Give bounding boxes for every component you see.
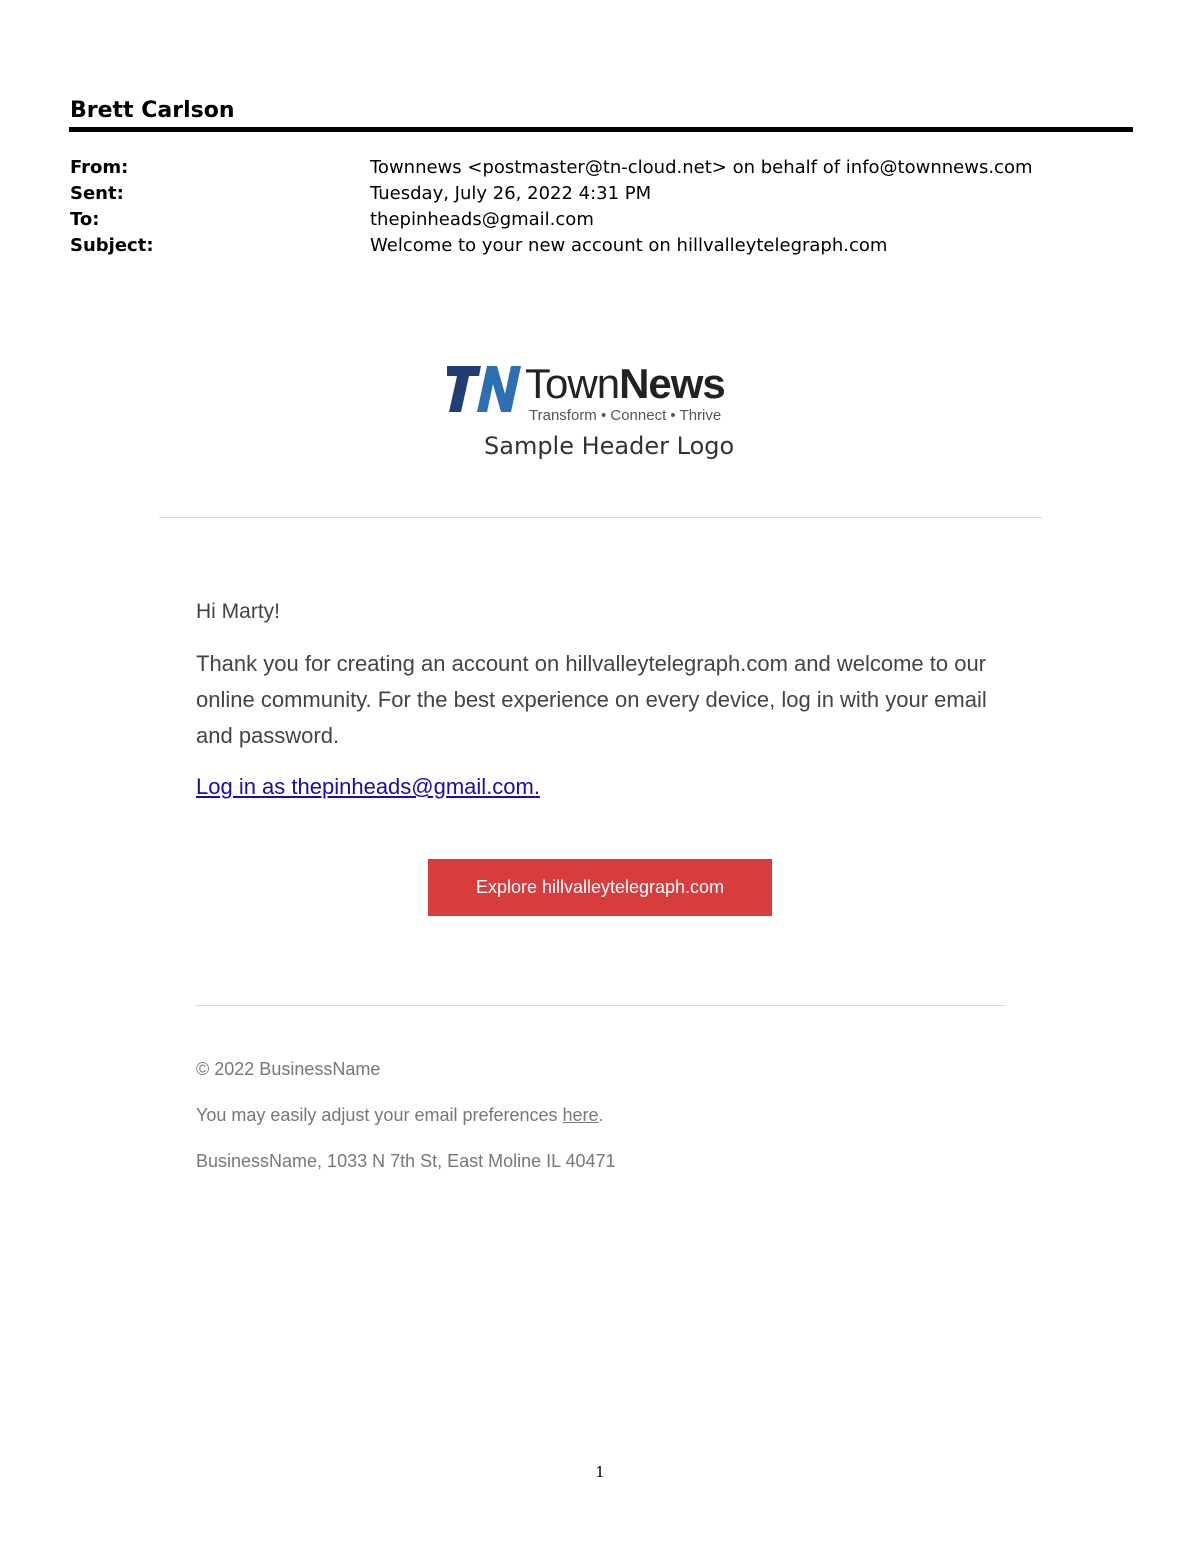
page-number: 1: [595, 1463, 605, 1481]
footer-copyright: © 2022 BusinessName: [196, 1059, 381, 1079]
subject-label: Subject:: [70, 235, 154, 256]
townnews-logo: [447, 360, 757, 470]
tn-logo-mark-icon: [447, 362, 521, 414]
email-footer: [196, 1058, 616, 1196]
sent-value: Tuesday, July 26, 2022 4:31 PM: [370, 183, 652, 204]
header-rule: [69, 127, 1133, 132]
email-body: [196, 600, 1016, 800]
footer-divider: [196, 1005, 1005, 1006]
logo-brand-light: Town: [525, 360, 620, 407]
welcome-paragraph: Thank you for creating an account on hillvalleytelegraph.com and welcome to our online community. For the best experience on every device, log in with your email and password.: [196, 651, 987, 748]
sent-label: Sent:: [70, 183, 124, 204]
sent-row: [70, 181, 1033, 207]
to-row: [70, 207, 1033, 233]
explore-site-button[interactable]: Explore hillvalleytelegraph.com: [428, 859, 772, 916]
from-label: From:: [70, 157, 129, 178]
logo-tagline: Transform • Connect • Thrive: [529, 407, 722, 424]
login-link[interactable]: Log in as thepinheads@gmail.com.: [196, 774, 540, 799]
to-value: thepinheads@gmail.com: [370, 209, 594, 230]
footer-preferences: [196, 1104, 616, 1126]
preferences-text: You may easily adjust your email preferences: [196, 1105, 563, 1125]
email-header: [70, 155, 1033, 259]
from-row: [70, 155, 1033, 181]
to-label: To:: [70, 209, 100, 230]
logo-divider: [159, 517, 1042, 518]
greeting: Hi Marty!: [196, 600, 280, 623]
from-value: Townnews <postmaster@tn-cloud.net> on behalf of info@townnews.com: [370, 157, 1033, 178]
preferences-link[interactable]: here: [562, 1105, 599, 1125]
logo-caption: Sample Header Logo: [484, 432, 735, 460]
logo-brand-text: [525, 360, 725, 408]
preferences-end: .: [598, 1105, 604, 1125]
footer-address: BusinessName, 1033 N 7th St, East Moline IL 40471: [196, 1151, 616, 1171]
subject-row: [70, 233, 1033, 259]
subject-value: Welcome to your new account on hillvalleytelegraph.com: [370, 235, 888, 256]
mailbox-owner-name: Brett Carlson: [70, 98, 235, 123]
logo-brand-bold: News: [619, 360, 725, 407]
